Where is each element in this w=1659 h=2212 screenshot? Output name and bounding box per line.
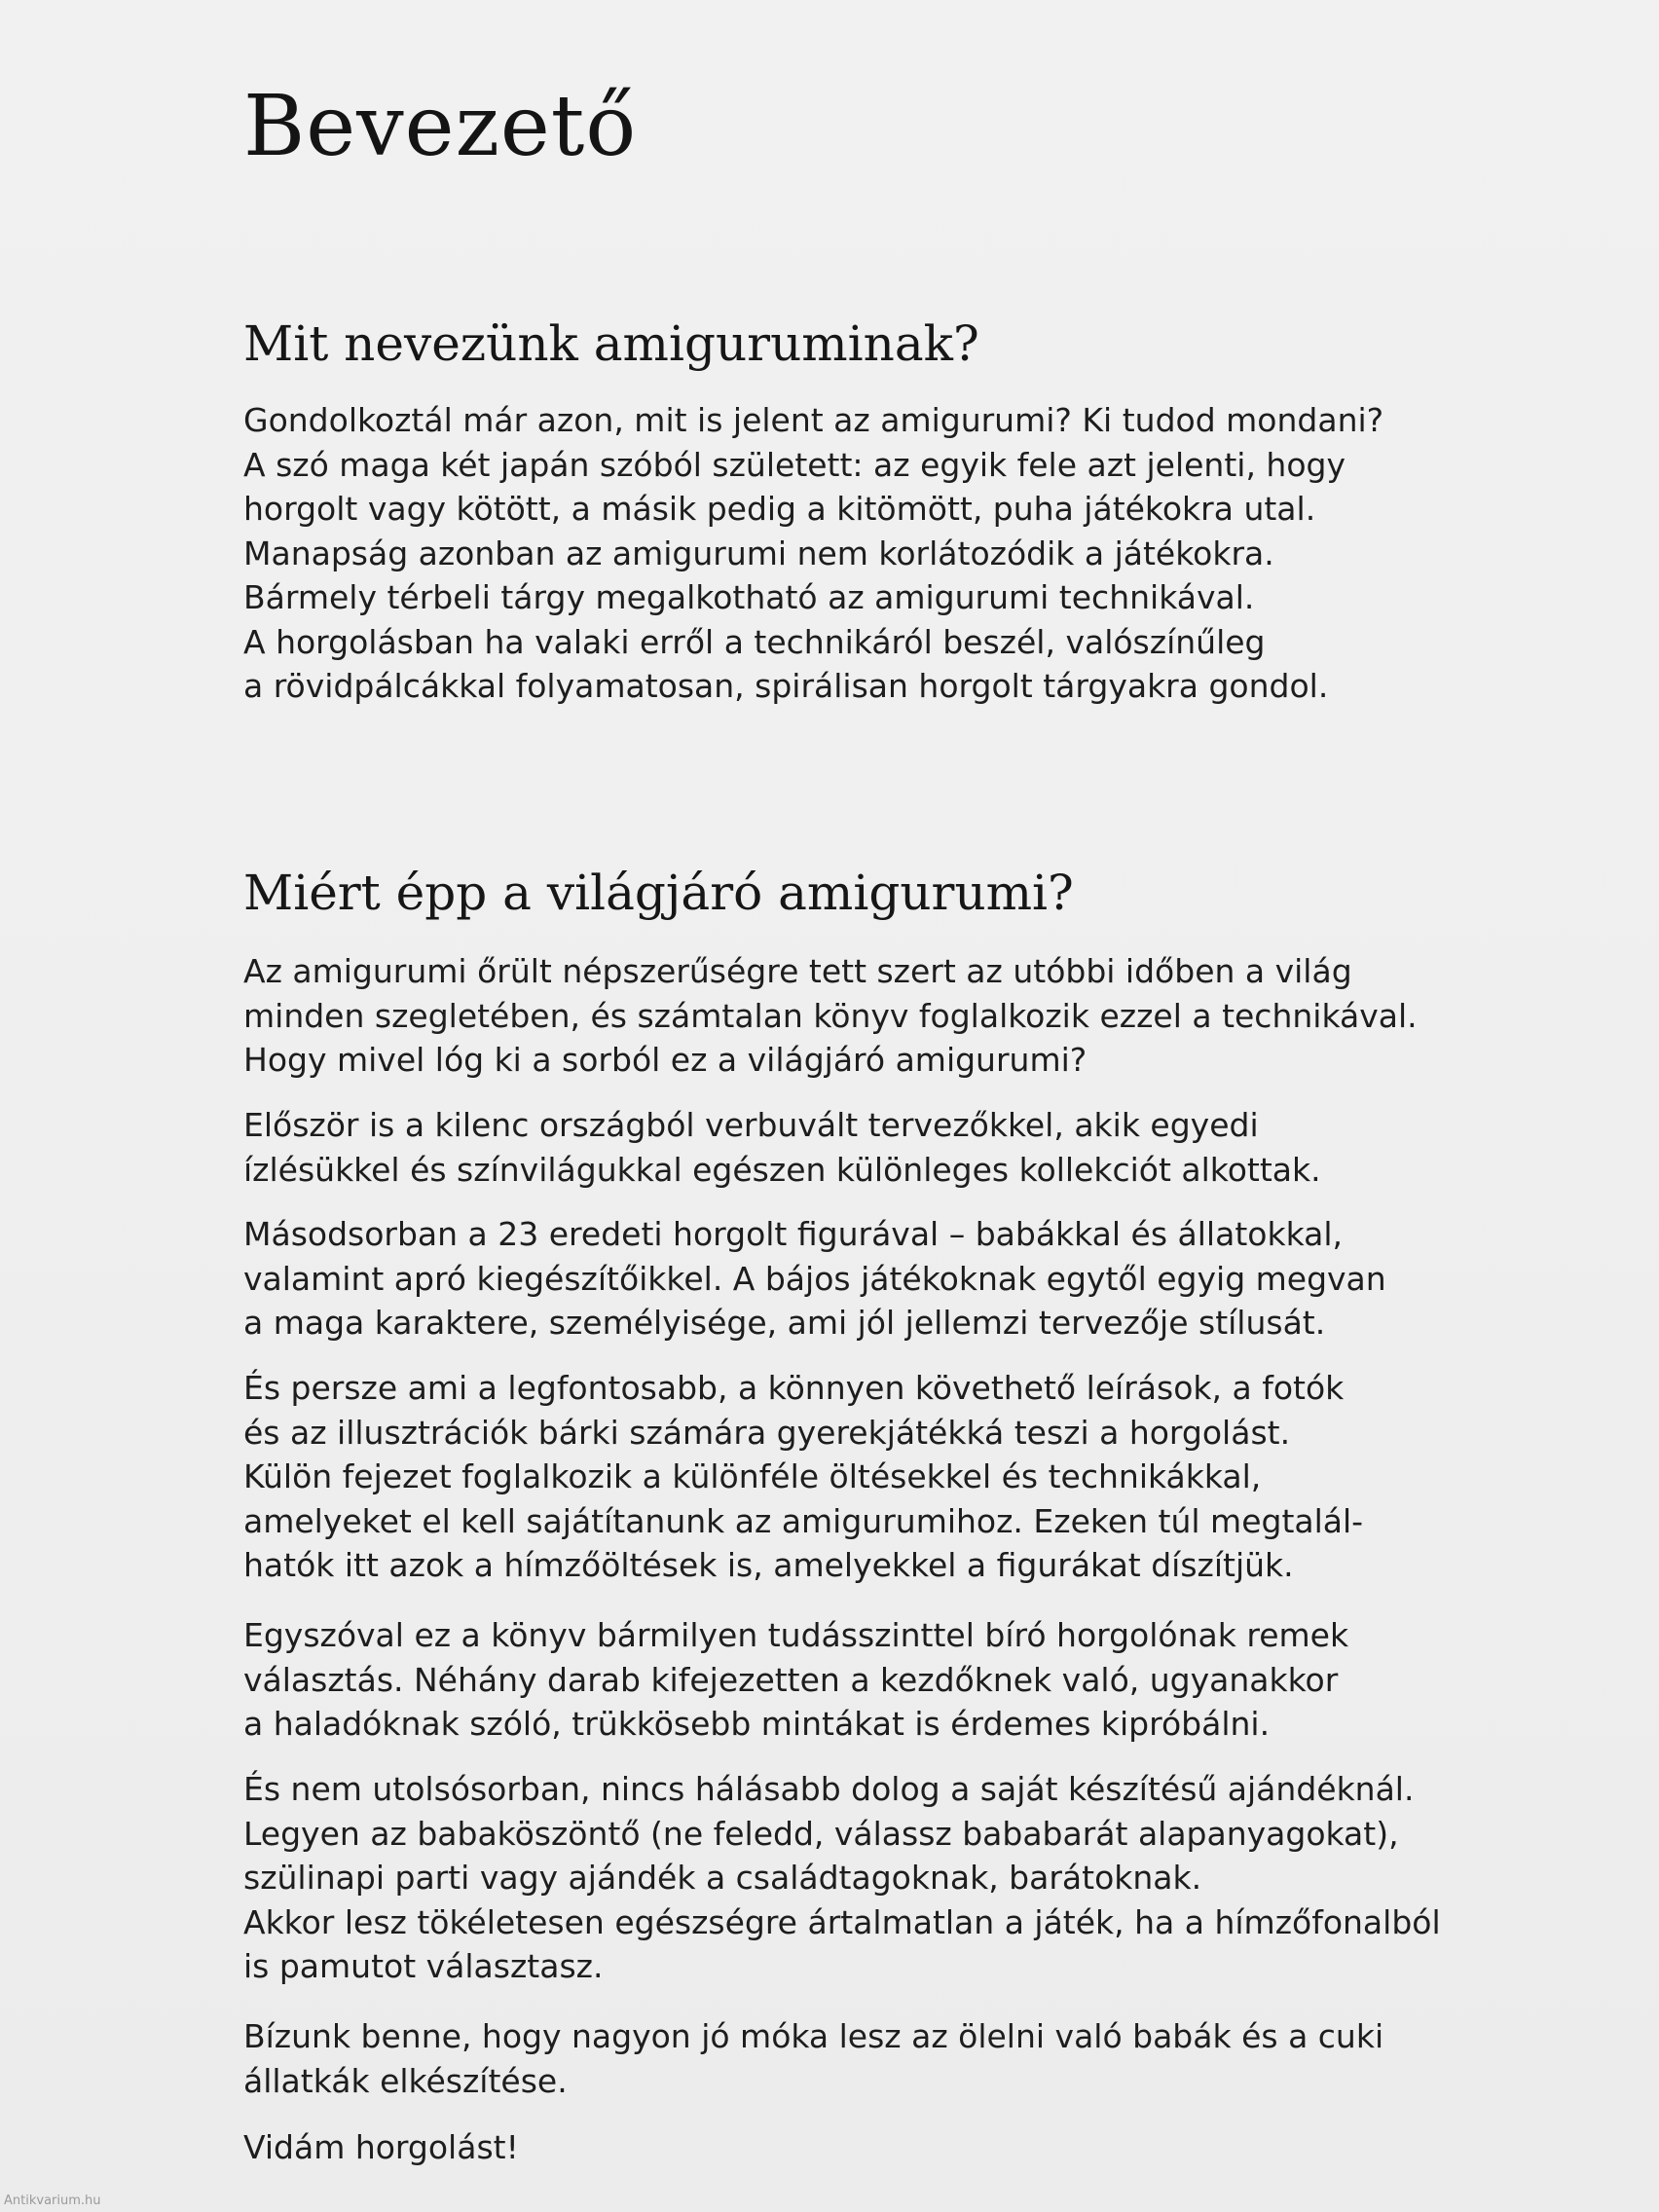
text-line: hatók itt azok a hímzőöltések is, amelyekkel a figurákat díszítjük. xyxy=(243,1546,1294,1584)
paragraph-figures xyxy=(243,1212,1490,1346)
text-line: minden szegletében, és számtalan könyv foglalkozik ezzel a technikával. xyxy=(243,996,1418,1035)
page-title: Bevezető xyxy=(243,77,638,175)
text-line: Külön fejezet foglalkozik a különféle öltésekkel és technikákkal, xyxy=(243,1457,1262,1495)
text-line: Hogy mivel lóg ki a sorból ez a világjáró amigurumi? xyxy=(243,1041,1088,1079)
paragraph-instructions xyxy=(243,1366,1490,1588)
watermark-footer: Antikvarium.hu xyxy=(4,2194,101,2208)
paragraph-closing xyxy=(243,2014,1490,2103)
text-line: Bízunk benne, hogy nagyon jó móka lesz az ölelni való babák és a cuki xyxy=(243,2017,1384,2055)
text-line: állatkák elkészítése. xyxy=(243,2061,568,2100)
text-line: És nem utolsósorban, nincs hálásabb dolog a saját készítésű ajándéknál. xyxy=(243,1770,1415,1808)
text-line: és az illusztrációk bárki számára gyerekjátékká teszi a horgolást. xyxy=(243,1413,1291,1452)
text-line: Manapság azonban az amigurumi nem korlátozódik a játékokra. xyxy=(243,534,1274,572)
text-line: ízlésükkel és színvilágukkal egészen különleges kollekciót alkottak. xyxy=(243,1150,1321,1189)
text-line: És persze ami a legfontosabb, a könnyen követhető leírások, a fotók xyxy=(243,1369,1345,1407)
text-line: Vidám horgolást! xyxy=(243,2128,519,2166)
section-heading-why-world-traveler: Miért épp a világjáró amigurumi? xyxy=(243,865,1074,921)
paragraph-gifts xyxy=(243,1767,1490,1989)
text-line: A horgolásban ha valaki erről a technikáról beszél, valószínűleg xyxy=(243,622,1266,661)
text-line: a maga karaktere, személyisége, ami jól jellemzi tervezője stílusát. xyxy=(243,1304,1326,1342)
text-line: amelyeket el kell sajátítanunk az amigurumihoz. Ezeken túl megtalál- xyxy=(243,1501,1364,1540)
text-line: is pamutot választasz. xyxy=(243,1947,604,1985)
text-line: Másodsorban a 23 eredeti horgolt figurával – babákkal és állatokkal, xyxy=(243,1215,1343,1253)
text-line: Az amigurumi őrült népszerűségre tett szert az utóbbi időben a világ xyxy=(243,952,1352,990)
text-line: választás. Néhány darab kifejezetten a kezdőknek való, ugyanakkor xyxy=(243,1660,1339,1699)
paragraph-skill-levels xyxy=(243,1613,1490,1747)
text-line: Gondolkoztál már azon, mit is jelent az amigurumi? Ki tudod mondani? xyxy=(243,401,1384,439)
text-line: horgolt vagy kötött, a másik pedig a kitömött, puha játékokra utal. xyxy=(243,490,1316,528)
text-line: szülinapi parti vagy ajándék a családtagoknak, barátoknak. xyxy=(243,1859,1202,1897)
text-line: a haladóknak szóló, trükkösebb mintákat is érdemes kipróbálni. xyxy=(243,1705,1271,1743)
paragraph-intro xyxy=(243,398,1490,709)
paragraph-designers xyxy=(243,1103,1490,1192)
text-line: Legyen az babaköszöntő (ne feledd, válassz bababarát alapanyagokat), xyxy=(243,1814,1399,1853)
text-line: valamint apró kiegészítőikkel. A bájos játékoknak egytől egyig megvan xyxy=(243,1259,1386,1298)
text-line: Bármely térbeli tárgy megalkotható az amigurumi technikával. xyxy=(243,578,1255,616)
paragraph-popularity xyxy=(243,949,1490,1083)
section-heading-what-is-amigurumi: Mit nevezünk amiguruminak? xyxy=(243,315,979,372)
paragraph-sign-off xyxy=(243,2125,1490,2170)
text-line: Akkor lesz tökéletesen egészségre ártalmatlan a játék, ha a hímzőfonalból xyxy=(243,1902,1441,1941)
text-line: Egyszóval ez a könyv bármilyen tudásszinttel bíró horgolónak remek xyxy=(243,1616,1349,1654)
text-line: a rövidpálcákkal folyamatosan, spirálisan horgolt tárgyakra gondol. xyxy=(243,667,1329,705)
text-line: A szó maga két japán szóból született: az egyik fele azt jelenti, hogy xyxy=(243,445,1346,484)
text-line: Először is a kilenc országból verbuvált tervezőkkel, akik egyedi xyxy=(243,1106,1259,1144)
